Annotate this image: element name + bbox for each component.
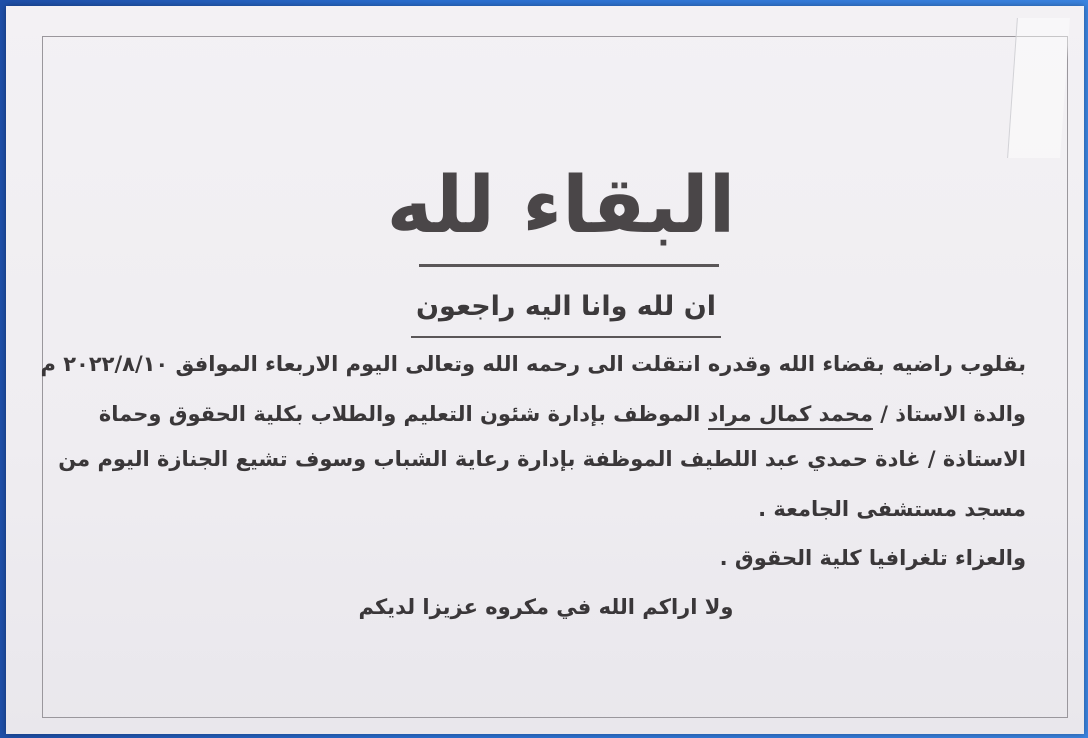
- body-line-2-prefix: والدة الاستاذ /: [873, 402, 1026, 426]
- body-line-5: والعزاء تلغرافيا كلية الحقوق .: [719, 546, 1026, 570]
- subtitle-underline: [411, 336, 721, 338]
- body-line-2: [98, 399, 1026, 429]
- title-underline: [419, 264, 719, 267]
- closing-line: ولا اراكم الله في مكروه عزيزا لديكم: [358, 595, 734, 619]
- tape-strip: [1007, 18, 1070, 158]
- body-line-4: مسجد مستشفى الجامعة .: [758, 497, 1026, 521]
- notice-title: البقاء لله: [386, 161, 736, 251]
- body-line-1: بقلوب راضيه بقضاء الله وقدره انتقلت الى رحمه الله وتعالى اليوم الاربعاء الموافق ٢٠٢٢/٨/١٠ م: [40, 352, 1026, 376]
- deceased-son-name: محمد كمال مراد: [708, 402, 873, 430]
- notice-subtitle: ان لله وانا اليه راجعون: [415, 291, 716, 322]
- body-line-2-suffix: الموظف بإدارة شئون التعليم والطلاب بكلية الحقوق وحماة: [98, 402, 708, 426]
- body-line-3: الاستاذة / غادة حمدي عبد اللطيف الموظفة بإدارة رعاية الشباب وسوف تشيع الجنازة اليوم من: [58, 447, 1026, 471]
- condolence-notice-paper: [6, 6, 1084, 734]
